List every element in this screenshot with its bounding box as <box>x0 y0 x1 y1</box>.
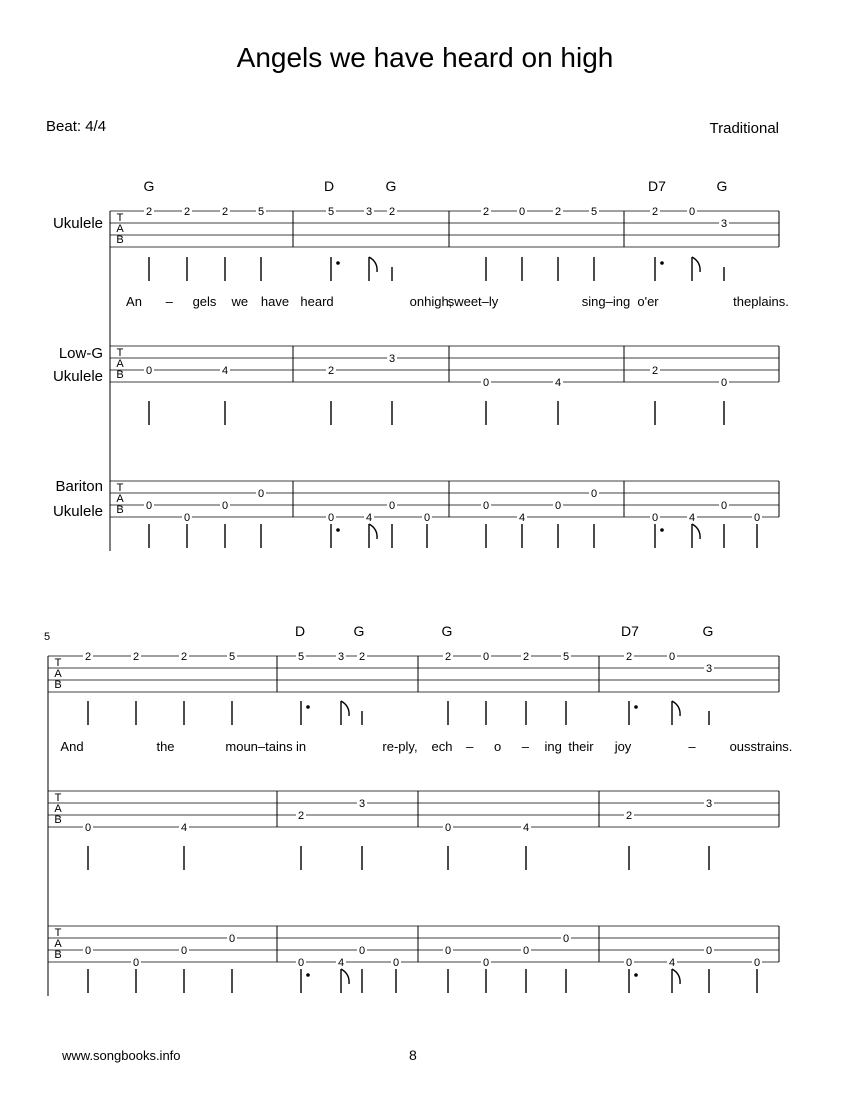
lyric-syllable: re-ply, <box>382 739 418 754</box>
fret-number: 0 <box>482 651 490 663</box>
fret-number: 4 <box>518 512 526 524</box>
fret-number: 2 <box>388 206 396 218</box>
lyric-syllable: – <box>688 739 696 754</box>
fret-number: 0 <box>297 957 305 969</box>
fret-number: 2 <box>444 651 452 663</box>
fret-number: 0 <box>444 822 452 834</box>
lyric-syllable: An <box>126 294 142 309</box>
tab-clef-letter: A <box>116 358 124 370</box>
fret-number: 0 <box>257 488 265 500</box>
dot-mark <box>660 261 664 265</box>
lyric-syllable: – <box>165 294 173 309</box>
chord-symbol: G <box>441 623 453 639</box>
lyric-syllable: sweet–ly <box>447 294 499 309</box>
fret-number: 3 <box>337 651 345 663</box>
fret-number: 0 <box>183 512 191 524</box>
fret-number: 0 <box>132 957 140 969</box>
lyric-syllable: have <box>260 294 290 309</box>
lyric-syllable: joy <box>614 739 632 754</box>
chord-symbol: G <box>716 178 728 194</box>
dot-mark <box>634 973 638 977</box>
dot-mark <box>306 973 310 977</box>
time-signature: Beat: 4/4 <box>46 118 107 135</box>
fret-number: 3 <box>365 206 373 218</box>
fret-number: 0 <box>554 500 562 512</box>
tab-clef-letter: A <box>54 803 62 815</box>
instrument-label: Ukulele <box>52 503 103 520</box>
fret-number: 3 <box>705 663 713 675</box>
lyric-syllable: theplains. <box>733 294 789 309</box>
fret-number: 0 <box>84 945 92 957</box>
fret-number: 4 <box>180 822 188 834</box>
tab-clef-letter: T <box>54 657 62 669</box>
fret-number: 2 <box>297 810 305 822</box>
fret-number: 0 <box>753 512 761 524</box>
fret-number: 0 <box>688 206 696 218</box>
fret-number: 5 <box>562 651 570 663</box>
fret-number: 0 <box>590 488 598 500</box>
fret-number: 2 <box>183 206 191 218</box>
instrument-label: Ukulele <box>52 368 103 385</box>
fret-number: 0 <box>482 957 490 969</box>
lyric-syllable: o'er <box>637 294 659 309</box>
tab-clef-letter: T <box>54 927 62 939</box>
fret-number: 0 <box>651 512 659 524</box>
fret-number: 3 <box>358 798 366 810</box>
chord-symbol: D7 <box>621 623 639 639</box>
composer: Traditional <box>709 120 779 137</box>
page-number: 8 <box>409 1047 417 1063</box>
tab-clef-letter: A <box>116 493 124 505</box>
fret-number: 5 <box>228 651 236 663</box>
fret-number: 2 <box>625 810 633 822</box>
dot-mark <box>306 705 310 709</box>
instrument-label: Low-G <box>58 345 103 362</box>
eighth-flag <box>692 257 700 272</box>
fret-number: 0 <box>705 945 713 957</box>
fret-number: 4 <box>337 957 345 969</box>
chord-symbol: G <box>143 178 155 194</box>
tab-clef-letter: B <box>54 814 62 826</box>
chord-symbol: D7 <box>648 178 666 194</box>
fret-number: 2 <box>84 651 92 663</box>
fret-number: 3 <box>720 218 728 230</box>
fret-number: 2 <box>358 651 366 663</box>
lyric-syllable: in <box>295 739 307 754</box>
fret-number: 0 <box>720 377 728 389</box>
fret-number: 2 <box>554 206 562 218</box>
footer-url: www.songbooks.info <box>62 1048 181 1063</box>
fret-number: 2 <box>482 206 490 218</box>
tab-clef-letter: B <box>116 504 124 516</box>
eighth-flag <box>672 969 680 984</box>
fret-number: 0 <box>482 500 490 512</box>
fret-number: 2 <box>651 365 659 377</box>
lyric-syllable: gels <box>192 294 217 309</box>
fret-number: 4 <box>668 957 676 969</box>
fret-number: 0 <box>562 933 570 945</box>
fret-number: 0 <box>392 957 400 969</box>
fret-number: 0 <box>518 206 526 218</box>
tab-clef-letter: T <box>116 482 124 494</box>
tab-clef-letter: A <box>54 668 62 680</box>
tab-clef-letter: A <box>54 938 62 950</box>
fret-number: 0 <box>327 512 335 524</box>
tab-clef-letter: B <box>116 234 124 246</box>
chord-symbol: D <box>294 623 306 639</box>
fret-number: 5 <box>297 651 305 663</box>
fret-number: 0 <box>625 957 633 969</box>
lyric-syllable: their <box>568 739 594 754</box>
lyric-syllable: moun–tains <box>225 739 293 754</box>
tab-clef-letter: A <box>116 223 124 235</box>
eighth-flag <box>692 524 700 539</box>
dot-mark <box>634 705 638 709</box>
fret-number: 0 <box>423 512 431 524</box>
tab-clef-letter: B <box>116 369 124 381</box>
fret-number: 2 <box>327 365 335 377</box>
fret-number: 5 <box>327 206 335 218</box>
lyric-syllable: ing <box>544 739 562 754</box>
fret-number: 2 <box>651 206 659 218</box>
fret-number: 0 <box>522 945 530 957</box>
fret-number: 3 <box>388 353 396 365</box>
dot-mark <box>660 528 664 532</box>
eighth-flag <box>369 257 377 272</box>
tab-clef-letter: B <box>54 679 62 691</box>
fret-number: 0 <box>482 377 490 389</box>
fret-number: 3 <box>705 798 713 810</box>
fret-number: 0 <box>180 945 188 957</box>
eighth-flag <box>341 701 349 716</box>
fret-number: 2 <box>145 206 153 218</box>
fret-number: 0 <box>221 500 229 512</box>
lyric-syllable: ousstrains. <box>729 739 793 754</box>
fret-number: 2 <box>132 651 140 663</box>
fret-number: 0 <box>388 500 396 512</box>
eighth-flag <box>341 969 349 984</box>
fret-number: 0 <box>145 365 153 377</box>
lyric-syllable: – <box>466 739 474 754</box>
fret-number: 0 <box>668 651 676 663</box>
tab-clef-letter: T <box>54 792 62 804</box>
lyric-syllable: onhigh, <box>409 294 453 309</box>
fret-number: 0 <box>358 945 366 957</box>
measure-number: 5 <box>44 631 51 643</box>
dot-mark <box>336 528 340 532</box>
fret-number: 2 <box>221 206 229 218</box>
dot-mark <box>336 261 340 265</box>
fret-number: 0 <box>228 933 236 945</box>
chord-symbol: D <box>323 178 335 194</box>
fret-number: 5 <box>257 206 265 218</box>
fret-number: 0 <box>84 822 92 834</box>
fret-number: 2 <box>625 651 633 663</box>
lyric-syllable: sing–ing <box>581 294 631 309</box>
fret-number: 4 <box>365 512 373 524</box>
lyric-syllable: – <box>521 739 530 754</box>
fret-number: 0 <box>145 500 153 512</box>
tab-clef-letter: B <box>54 949 62 961</box>
instrument-label: Bariton <box>55 478 103 495</box>
fret-number: 5 <box>590 206 598 218</box>
fret-number: 4 <box>522 822 530 834</box>
lyric-syllable: o <box>493 739 502 754</box>
chord-symbol: G <box>353 623 365 639</box>
chord-symbol: G <box>385 178 397 194</box>
song-title: Angels we have heard on high <box>236 42 614 73</box>
lyric-syllable: heard <box>300 294 334 309</box>
fret-number: 0 <box>444 945 452 957</box>
tab-clef-letter: T <box>116 212 124 224</box>
lyric-syllable: we <box>231 294 249 309</box>
lyric-syllable: And <box>60 739 84 754</box>
eighth-flag <box>369 524 377 539</box>
chord-symbol: G <box>702 623 714 639</box>
fret-number: 4 <box>554 377 562 389</box>
fret-number: 0 <box>720 500 728 512</box>
fret-number: 2 <box>180 651 188 663</box>
fret-number: 2 <box>522 651 530 663</box>
tab-clef-letter: T <box>116 347 124 359</box>
fret-number: 4 <box>688 512 696 524</box>
lyric-syllable: ech <box>431 739 453 754</box>
fret-number: 4 <box>221 365 229 377</box>
fret-number: 0 <box>753 957 761 969</box>
eighth-flag <box>672 701 680 716</box>
lyric-syllable: the <box>156 739 175 754</box>
instrument-label: Ukulele <box>52 215 103 232</box>
